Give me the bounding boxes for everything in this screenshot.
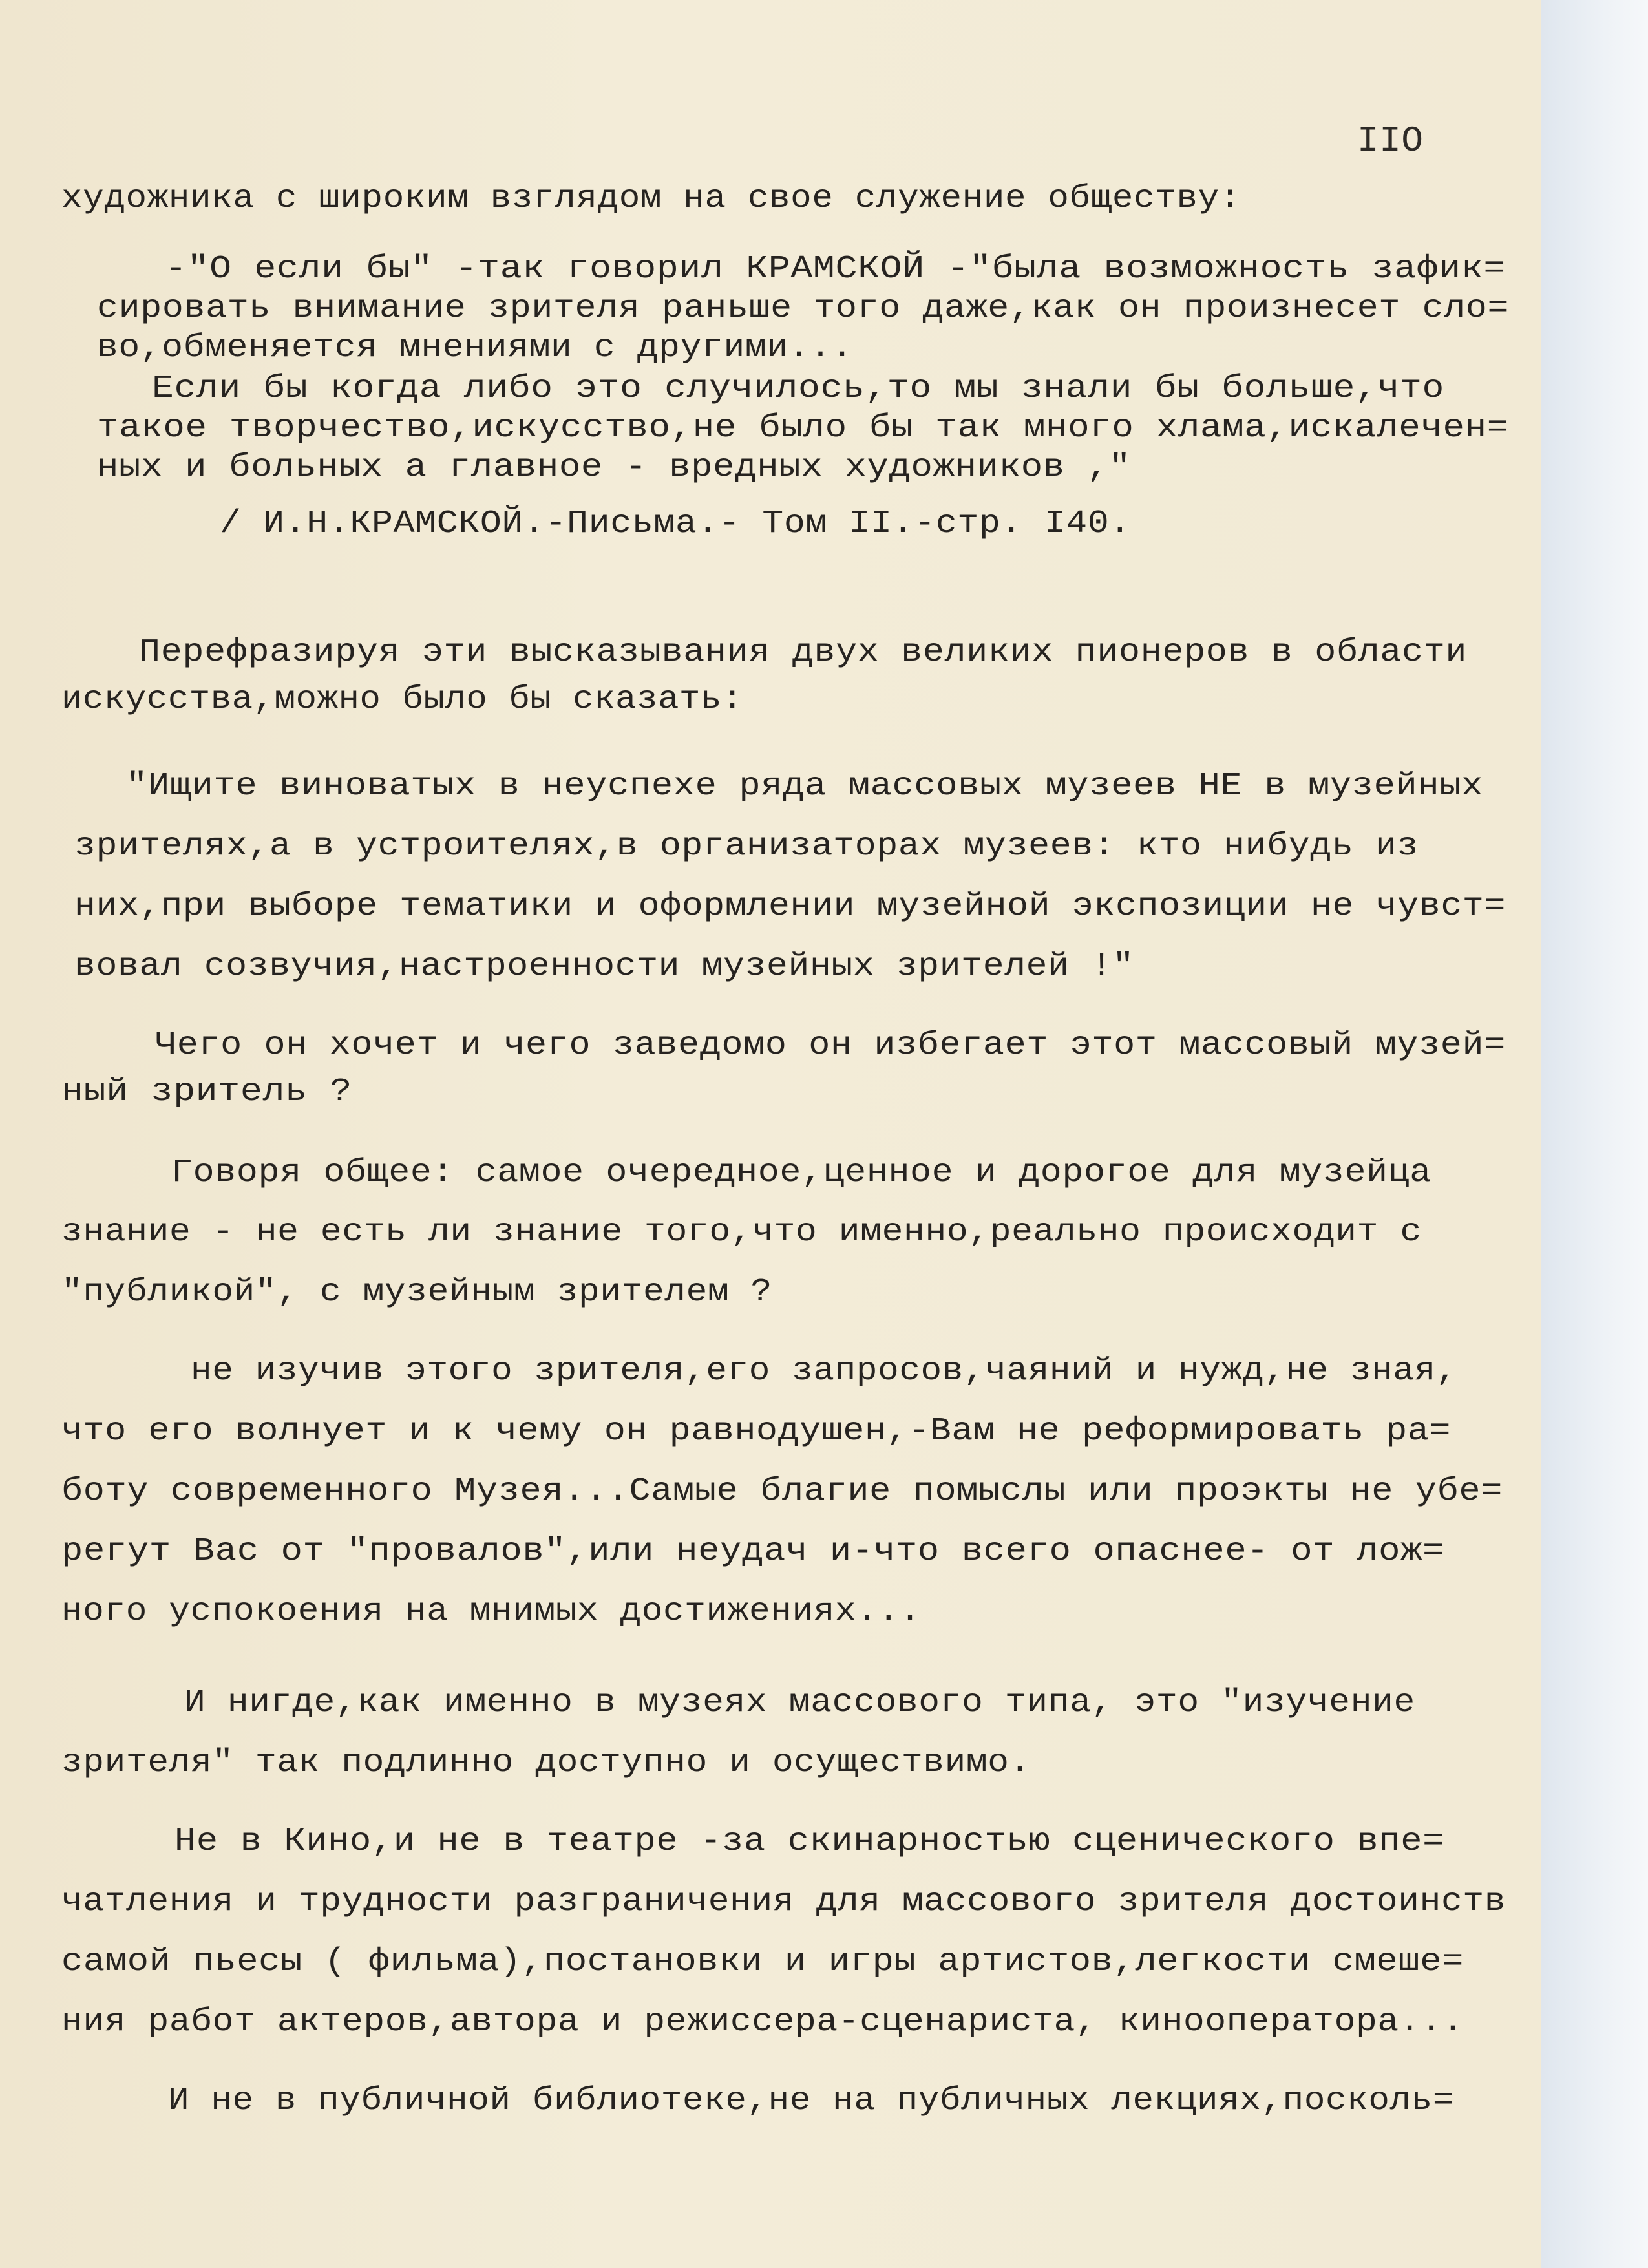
- text-line: боту современного Музея...Самые благие помыслы или проэкты не убе=: [61, 1473, 1503, 1510]
- text-line: зрителя" так подлинно доступно и осуществимо.: [61, 1744, 1031, 1781]
- text-line: вовал созвучия,настроенности музейных зрителей !": [74, 948, 1135, 985]
- quote-line: ных и больных а главное - вредных художников ,": [97, 449, 1131, 486]
- text-line: "публикой", с музейным зрителем ?: [61, 1274, 772, 1311]
- quote-line: сировать внимание зрителя раньше того даже,как он произнесет сло=: [97, 290, 1510, 327]
- text-line: регут Вас от "провалов",или неудач и-что всего опаснее- от лож=: [61, 1533, 1445, 1570]
- scan-background: [1541, 0, 1648, 2268]
- quote-line: -"О если бы" -так говорил КРАМСКОЙ -"была возможность зафик=: [165, 251, 1506, 288]
- quote-line: во,обменяется мнениями с другими...: [97, 330, 854, 366]
- text-line: И нигде,как именно в музеях массового типа, это "изучение: [184, 1684, 1415, 1721]
- citation-line: / И.Н.КРАМСКОЙ.-Письма.- Том II.-стр. I40.: [220, 505, 1131, 542]
- quote-line: Если бы когда либо это случилось,то мы знали бы больше,что: [152, 370, 1444, 407]
- text-line: искусства,можно было бы сказать:: [61, 681, 743, 718]
- text-line: чатления и трудности разграничения для массового зрителя достоинств: [61, 1883, 1506, 1920]
- page-number: IIO: [1357, 120, 1424, 162]
- text-line: Перефразируя эти высказывания двух великих пионеров в области: [139, 634, 1468, 671]
- text-line: что его волнует и к чему он равнодушен,-Вам не реформировать ра=: [61, 1413, 1452, 1450]
- text-line: самой пьесы ( фильма),постановки и игры артистов,легкости смеше=: [61, 1944, 1464, 1980]
- text-line: зрителях,а в устроителях,в организаторах музеев: кто нибудь из: [74, 828, 1419, 865]
- text-line: Не в Кино,и не в театре -за скинарностью сценического впе=: [174, 1823, 1445, 1860]
- text-line: не изучив этого зрителя,его запросов,чаяний и нужд,не зная,: [191, 1353, 1458, 1390]
- text-line: "Ищите виноватых в неуспехе ряда массовых музеев НЕ в музейных: [126, 768, 1483, 805]
- text-line: ного успокоения на мнимых достижениях...: [61, 1593, 921, 1630]
- text-line: ния работ актеров,автора и режиссера-сценариста, кинооператора...: [61, 2004, 1464, 2040]
- text-line: ный зритель ?: [61, 1074, 352, 1110]
- text-line: них,при выборе тематики и оформлении музейной экспозиции не чувст=: [74, 888, 1506, 925]
- text-line: Говоря общее: самое очередное,ценное и дорогое для музейца: [171, 1154, 1431, 1191]
- text-line: И не в публичной библиотеке,не на публичных лекциях,посколь=: [168, 2083, 1454, 2119]
- text-line: художника с широким взглядом на свое служение обществу:: [61, 180, 1241, 217]
- quote-line: такое творчество,искусство,не было бы так много хлама,искалечен=: [97, 410, 1509, 447]
- text-line: знание - не есть ли знание того,что именно,реально происходит с: [61, 1214, 1422, 1251]
- text-line: Чего он хочет и чего заведомо он избегает этот массовый музей=: [155, 1027, 1506, 1064]
